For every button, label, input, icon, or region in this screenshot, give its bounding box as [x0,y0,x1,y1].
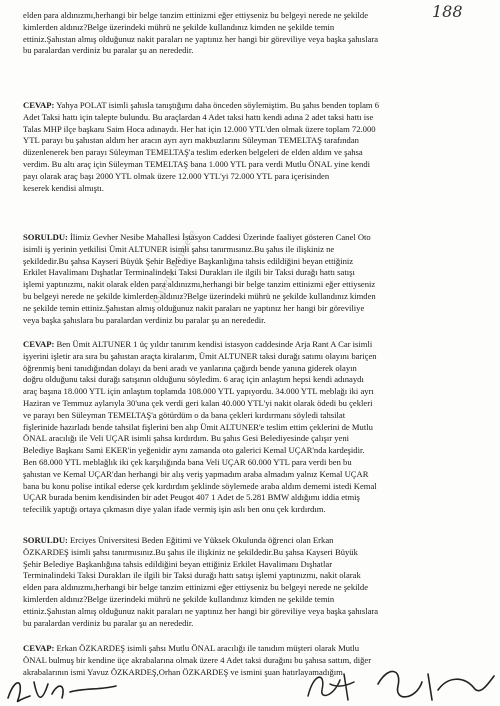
text-line: SORULDU: Erciyes Üniversitesi Beden Eğitimi ve Yüksek Okulunda öğrenci olan Erkan [23,535,334,545]
page-number: 188 [432,2,463,21]
text-line: bana bu konu polise intikal ederse çek kırdırdım şeklinde söylemede araba aldım dememi istedi Kemal [23,480,377,491]
text-line: işyerini işletir ara sıra bu şahıstan araçta kiralarım, Ümit ALTUNER taksi durağı satımı olayını bariçen [23,350,377,361]
text-line: Talas MHP ilçe başkanı Saim Hoca adınaydı. Her hat için 12.000 YTL'den olmak üzere toplam 72.000 [23,123,376,134]
text-line: ettiniz.Şahıstan almış olduğunuz nakit paraları ne yaptınız her hangi bir göreviliye veya başka şahıslara [23,605,379,616]
text-line: kimlerden aldınız?Belge üzerindeki mührü ne şekilde kullandınız kimden ne şekilde temin [23,21,335,32]
answer-paragraph [23,100,491,194]
answer-label: CEVAP: [23,100,55,110]
text-line: CEVAP: Ben Ümit ALTUNER 1 üç yıldır tanırım kendisi istasyon caddesinde Arja Rant A Car isimli [23,339,373,349]
text-line: öğrenmiş beni tanıdığından dolayı da beni aradı ve yanlarına çağırdı bende yanına giderek olayın [23,362,357,373]
text-line: Terminalindeki Taksi Durakları ile ilgili bir Taksi durağı hattı satışı işlemi yaptınızmı, nakit olarak [23,570,361,581]
text-line: CEVAP: Erkan ÖZKARDEŞ isimli şahsı Mutlu ÖNAL aracılığı ile tanıdım müşteri olarak Mutlu [23,643,360,653]
text-line: bu paralardan verdiniz bu paralar şu an nerededir. [23,617,194,628]
text-line: ÖZKARDEŞ isimli şahsı tanırmısınız.Bu şahıs ile ilişkiniz ne şekildedir.Bu şahsa Kayseri Büyük [23,546,358,557]
text-line: elden para aldınızmı,herhangi bir belge tanzim ettinizmi eğer ettiyseniz bu belgeyi nerede ne şekilde [23,10,369,20]
question-label: SORULDU: [23,535,68,545]
answer-paragraph [23,339,491,516]
text-line: kimlerden aldınız?Belge üzerindeki mührü ne şekilde kullandınız kimden ne şekilde temin [23,593,335,604]
text-line: ettiniz.Şahıstan almış olduğunuz nakit paraları ne yaptınız her hangi bir göreviliye veya başka şahıslara [23,33,379,44]
question-paragraph [23,232,491,326]
text-line: şekildedir.Bu şahsa Kayseri Büyük Şehir Belediye Başkanlığına tahsis edildiğini beyan ettiğiniz [23,255,354,266]
text-line: akrabalarının ismi Yavuz ÖZKARDEŞ,Orhan ÖZKARDEŞ ve ismini şuan hatırlayamadığım [23,666,343,677]
text-line: Şehir Belediye Başkanlığına tahsis edildiğini beyan ettiğiniz Erkilet Havalimanı Dışhatlar [23,558,333,569]
text-line: düzenlenerek ben parayı Süleyman TEMELTAŞ'a teslim ederken belgeleri de elden aldım ve şahsa [23,147,363,158]
text-line: araç başına 18.000 YTL için anlaştım toplamda 108.000 YTL yapıyordu. 34.000 YTL meblağı iki ayrı [23,386,374,397]
text-line: verdim. Bu altı araç için Süleyman TEMELTAŞ bana 1.000 YTL para verdi Mutlu ÖNAL yine kendi [23,158,371,169]
text-line: bu belgeyi nerede ne şekilde kimlerden aldınız?Belge üzerindeki mührü ne şekilde kullandınız kimden [23,290,376,301]
text-line: Ben 68.000 YTL meblağlık iki çek karşılığında bana Veli UÇAR 60.000 YTL para verdi ben bu [23,456,352,467]
text-line: CEVAP: Yahya POLAT isimli şahısla tanıştığımı daha önceden söylemiştim. Bu şahıs benden toplam 6 [23,100,380,110]
text-line: elden para aldınızmı,herhangi bir belge tanzim ettinizmi eğer ettiyseniz bu belgeyi nerede ne şekilde [23,582,369,593]
signature-right [372,664,498,706]
text-line: UÇAR burada benim kendisinden bir adet Peugot 407 1 Adet de 5.281 BMW aldığımı iddia etmiş [23,492,360,503]
text-line: şahıstan ve Kemal UÇAR'dan herhangi bir alış veriş yapmadım araba almadım yalnız Kemal UÇAR [23,468,369,479]
text-line: ne şekilde temin ettiniz.Şahıstan almış olduğunuz nakit paraları ne yaptınız her hangi bir göreviliye [23,302,365,313]
question-paragraph [23,535,491,629]
answer-label: CEVAP: [23,339,55,349]
text-line: tefecilik yaptığı ortaya çıkmasın diye yalan ifade vermiş işin aslı ben onu çek kırdırdım. [23,504,326,515]
text-line: işlemi yaptınızmı, nakit olarak elden para aldınızmı,herhangi bir belge tanzim ettinizmi eğer ettiyseniz [23,279,376,290]
text-line: ÖNAL bulmuş bir kendine üçe akrabalarına olmak üzere 4 Adet taksi durağını bu şahısa sattım, diğer [23,654,372,665]
text-line: Haziran ve Temmuz aylarıyla 30'una çek verdi geri kalan 40.000 YTL'yi nakit olarak ödedi bu çekleri [23,397,373,408]
text-line: Adet Taksi hattı için talepte bulundu. Bu araçlardan 4 Adet taksi hattı kendi adına 2 adet taksi hattı ise [23,111,374,122]
answer-label: CEVAP: [23,643,55,653]
text-line: doğru olduğunu taksi durağı satışının olduğunu söyledim. 6 araç için anlaştım hepsi kendi adınaydı [23,374,364,385]
text-line: keserek kendisi almıştı. [23,182,104,193]
text-line: bu paralardan verdiniz bu paralar şu an nerededir. [23,45,194,56]
text-line: veya başka şahıslara bu paralardan verdiniz bu paralar şu an nerededir. [23,314,266,325]
text-line: ÖNAL aracılığı ile Veli UÇAR isimli şahsa kırdırdım. Bu şahıs Gesi Belediyesinde çalışır yeni [23,433,350,444]
text-line: payı olarak araç başı 2000 YTL olmak üzere 12.000 YTL'yi 72.000 YTL para içerisinden [23,170,330,181]
text-line: YTL parayı bu şahıstan aldım her aracın ayrı ayrı makbuzlarını Süleyman TEMELTAŞ tarafından [23,135,359,146]
text-line: isimli iş yerinin yetkilisi Ümit ALTUNER isimli şahsı tanırmısınız.Bu şahıs ile ilişkiniz ne [23,243,335,254]
watermark: Gazete Pencere [150,227,200,306]
text-line: ve parayı ben Süleyman TEMELTAŞ'a götürdüm o da bana çekleri kırdırmanı söyledi tahsilat [23,409,346,420]
signature-middle [300,666,360,706]
text-line: Erkilet Havalimanı Dışhatlar Terminalindeki Taksi Durakları ile ilgili bir Taksi durağı hattı satışı [23,267,355,278]
continued-question-paragraph [23,10,491,57]
text-line: Belediye Başkanı Sami EKER'in yeğenidir aynı zamanda oto galerici Kemal UÇAR'nda kardeşidir. [23,445,365,456]
signature-left [4,672,124,706]
text-line: fişlerinide hazırladı bende tahsilat fişlerini ben alıp Ümit ALTUNER'e teslim ettim çeklerini de Mutlu [23,421,373,432]
question-label: SORULDU: [23,232,68,242]
text-line: SORULDU: İlimiz Gevher Nesibe Mahallesi İstasyon Caddesi Üzerinde faaliyet gösteren Canel Oto [23,232,371,242]
